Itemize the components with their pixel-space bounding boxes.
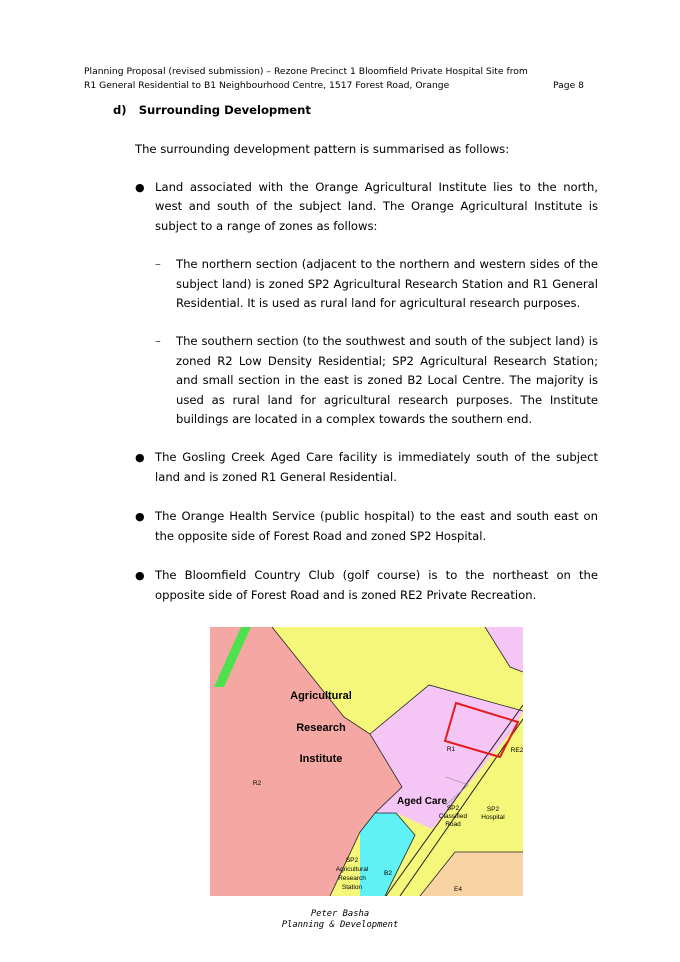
- header-title-line-1: Planning Proposal (revised submission) – Rezone Precinct 1 Bloomfield Private Hospital Site from: [84, 66, 528, 77]
- bullet-marker: ●: [135, 569, 145, 583]
- list-item: [135, 507, 598, 546]
- bullet-text: The Orange Health Service (public hospital) to the east and south east on the opposite side of Forest Road and zoned SP2 Hospital.: [155, 509, 598, 543]
- bullet-text: The Bloomfield Country Club (golf course) is to the northeast on the opposite side of Forest Road and is zoned RE2 Private Recreation.: [155, 568, 598, 602]
- zoning-map: [210, 627, 523, 896]
- map-label-institute: Research: [296, 722, 346, 734]
- header-title-line-2: R1 General Residential to B1 Neighbourhood Centre, 1517 Forest Road, Orange: [84, 80, 450, 91]
- map-label-aged-care: Aged Care: [396, 796, 448, 807]
- map-label-institute: Agricultural: [290, 690, 352, 702]
- zone-label-re2: RE2: [510, 747, 523, 754]
- bullet-marker: ●: [135, 510, 145, 524]
- section-heading: d) Surrounding Development: [113, 103, 311, 117]
- list-item: [135, 566, 598, 605]
- zone-label-b2: B2: [384, 870, 392, 877]
- bullet-list: [135, 178, 598, 605]
- sub-bullet-text: The southern section (to the southwest and south of the subject land) is zoned R2 Low Density Residential; SP2 Agricultural Research Station; and small section in the east is zoned B2 Local Centre. The majority is used as rural land for agricultural research purposes. The Institute buildings are located in a complex towards the southern end.: [176, 334, 598, 427]
- zone-label-sp2-agricultural: Agricultural: [335, 866, 369, 873]
- zone-label-sp2-agricultural: SP2: [345, 857, 359, 864]
- list-item: [135, 448, 598, 487]
- bullet-marker: ●: [135, 451, 145, 465]
- zone-label-sp2-classified-road: Road: [445, 821, 461, 828]
- zone-label-sp2-classified-road: SP2: [446, 805, 460, 812]
- zone-label-sp2-agricultural: Station: [341, 884, 363, 891]
- list-item: [135, 178, 598, 236]
- dash-marker: –: [155, 257, 161, 272]
- sub-list-item: [135, 332, 598, 429]
- zone-label-sp2-agricultural: Research: [338, 875, 366, 882]
- page-number: Page 8: [552, 80, 584, 91]
- bullet-marker: ●: [135, 181, 145, 194]
- dash-marker: –: [155, 334, 161, 349]
- zone-label-sp2-hospital: SP2: [486, 806, 500, 813]
- bullet-text: The Gosling Creek Aged Care facility is immediately south of the subject land and is zoned R1 General Residential.: [155, 450, 598, 484]
- page-footer: [0, 909, 680, 931]
- zone-label-r2: R2: [252, 780, 262, 787]
- zone-label-sp2-classified-road: Classified: [438, 813, 468, 820]
- map-label-institute: Institute: [299, 753, 343, 765]
- footer-author: Peter Basha: [310, 909, 370, 919]
- zone-label-e4: E4: [454, 886, 462, 893]
- footer-company: Planning & Development: [281, 920, 399, 930]
- intro-paragraph: The surrounding development pattern is summarised as follows:: [135, 142, 510, 156]
- zone-label-r1: R1: [446, 746, 456, 753]
- sub-bullet-text: The northern section (adjacent to the northern and western sides of the subject land) is zoned SP2 Agricultural Research Station and R1 General Residential. It is used as rural land for agricultural research purposes.: [176, 257, 598, 311]
- page-header: [84, 65, 584, 93]
- sub-list-item: [135, 255, 598, 313]
- bullet-text: Land associated with the Orange Agricultural Institute lies to the north, west and south of the subject land. The Orange Agricultural Institute is subject to a range of zones as follows:: [155, 180, 598, 233]
- zone-label-sp2-hospital: Hospital: [481, 814, 505, 821]
